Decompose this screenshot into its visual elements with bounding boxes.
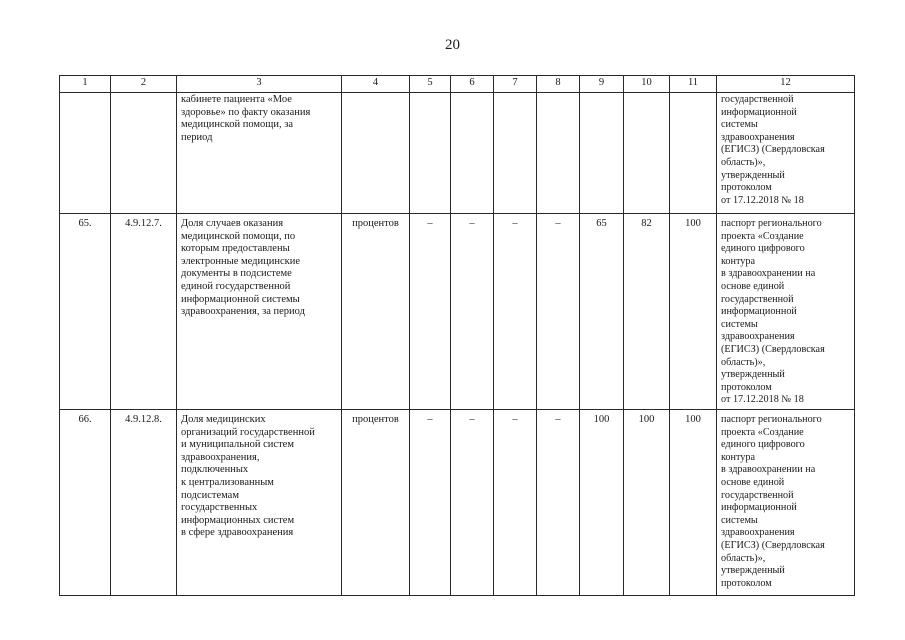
description-line: государственных [181,502,258,514]
source-line: протоколом [721,182,772,194]
row-cell-7 [494,93,537,214]
source-line: государственной [721,489,794,501]
row-cell-7: – [494,410,537,596]
description-line: подсистемам [181,489,239,501]
source-line: (ЕГИСЗ) (Свердловская [721,343,825,355]
description-line: кабинете пациента «Мое [181,94,292,105]
source-line: утвержденный [721,565,785,577]
description-line: здравоохранения, [181,451,260,463]
header-cell-1: 1 [60,76,111,93]
header-cell-9: 9 [580,76,624,93]
description-line: Доля медицинских [181,414,266,425]
source-line: утвержденный [721,369,785,381]
row-unit: процентов [342,214,410,410]
row-source [717,93,855,214]
row-cell-6: – [451,410,494,596]
row-cell-10: 100 [624,410,670,596]
row-cell-8: – [537,214,580,410]
row-cell-9: 100 [580,410,624,596]
source-line: здравоохранения [721,331,795,343]
row-unit [342,93,410,214]
row-code: 4.9.12.8. [111,410,177,596]
source-line: информационной [721,306,797,318]
header-cell-6: 6 [451,76,494,93]
table-row [60,214,855,410]
description-line: документы в подсистеме [181,268,292,280]
row-description [177,214,342,410]
description-line: единой государственной [181,280,291,292]
description-line: медицинской помощи, за [181,119,294,131]
description-line: организаций государственной [181,426,315,438]
row-cell-7: – [494,214,537,410]
header-cell-10: 10 [624,76,670,93]
source-line: системы [721,318,758,330]
header-cell-11: 11 [670,76,717,93]
source-line: системы [721,119,758,131]
description-line: к централизованным [181,476,274,488]
header-cell-8: 8 [537,76,580,93]
table-row [60,93,855,214]
row-number [60,93,111,214]
source-line: в здравоохранении на [721,464,816,476]
indicators-table [59,75,855,596]
header-row [60,76,855,93]
source-line: информационной [721,106,797,118]
source-line: государственной [721,293,794,305]
row-number: 65. [60,214,111,410]
description-line: период [181,131,213,143]
description-line: которым предоставлены [181,243,290,255]
source-line: в здравоохранении на [721,268,816,280]
row-unit: процентов [342,410,410,596]
source-line: паспорт регионального [721,218,822,229]
header-cell-12: 12 [717,76,855,93]
source-line: единого цифрового [721,243,805,255]
source-line: проекта «Создание [721,426,804,438]
row-source [717,214,855,410]
row-cell-11: 100 [670,410,717,596]
description-line: здравоохранения, за период [181,306,305,318]
row-cell-9 [580,93,624,214]
source-line: паспорт регионального [721,414,822,425]
header-cell-2: 2 [111,76,177,93]
source-line: контура [721,451,756,463]
row-cell-5 [410,93,451,214]
description-line: и муниципальной систем [181,439,294,451]
description-line: подключенных [181,464,249,476]
source-line: основе единой [721,476,785,488]
source-line: область)», [721,552,766,564]
description-line: информационной системы [181,293,300,305]
source-line: (ЕГИСЗ) (Свердловская [721,539,825,551]
source-line: здравоохранения [721,527,795,539]
row-number: 66. [60,410,111,596]
row-cell-8 [537,93,580,214]
source-line: информационной [721,502,797,514]
source-line: (ЕГИСЗ) (Свердловская [721,144,825,156]
page-number: 20 [445,37,460,53]
description-line: Доля случаев оказания [181,218,284,229]
source-line: утвержденный [721,169,785,181]
header-cell-5: 5 [410,76,451,93]
row-cell-10 [624,93,670,214]
row-cell-11: 100 [670,214,717,410]
source-line: единого цифрового [721,439,805,451]
row-cell-8: – [537,410,580,596]
source-line: от 17.12.2018 № 18 [721,194,804,206]
header-cell-7: 7 [494,76,537,93]
row-source [717,410,855,596]
row-cell-10: 82 [624,214,670,410]
source-line: область)», [721,356,766,368]
source-line: государственной [721,94,794,105]
source-line: контура [721,255,756,267]
header-cell-4: 4 [342,76,410,93]
row-code [111,93,177,214]
source-line: проекта «Создание [721,230,804,242]
row-cell-5: – [410,410,451,596]
description-line: электронные медицинские [181,255,301,267]
table-row [60,410,855,596]
source-line: здравоохранения [721,131,795,143]
description-line: здоровье» по факту оказания [181,106,311,118]
source-line: основе единой [721,280,785,292]
row-description [177,410,342,596]
row-description [177,93,342,214]
description-line: медицинской помощи, по [181,230,296,242]
source-line: системы [721,514,758,526]
source-line: протоколом [721,381,772,393]
description-line: информационных систем [181,514,295,526]
row-cell-5: – [410,214,451,410]
source-line: от 17.12.2018 № 18 [721,394,804,406]
description-line: в сфере здравоохранения [181,527,294,539]
row-cell-6 [451,93,494,214]
row-cell-6: – [451,214,494,410]
row-cell-9: 65 [580,214,624,410]
source-line: протоколом [721,577,772,589]
source-line: область)», [721,156,766,168]
row-cell-11 [670,93,717,214]
header-cell-3: 3 [177,76,342,93]
row-code: 4.9.12.7. [111,214,177,410]
